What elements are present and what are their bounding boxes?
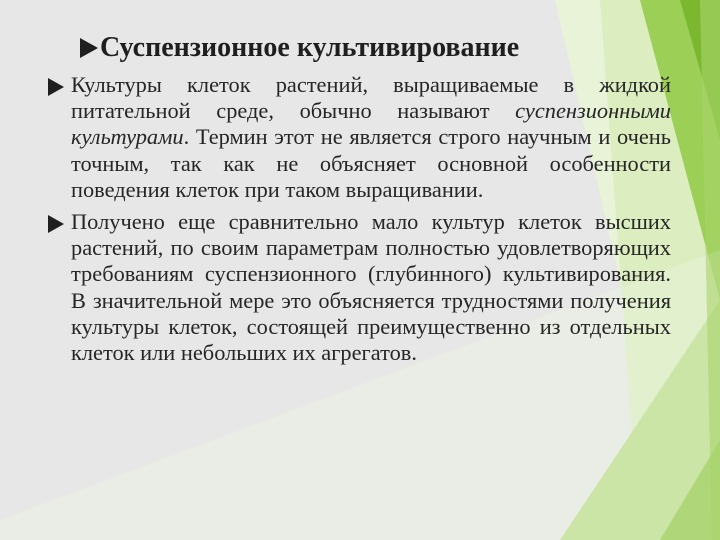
paragraph-text-before: Культуры клеток растений, выращиваемые в жидкой питательной среде, обычно называют (71, 72, 671, 124)
paragraph-text-after: . Термин этот не является строго научным и очень точным, так как не объясняет основной особенности поведения клеток при таком выращивании. (71, 124, 671, 202)
paragraph-1 (48, 72, 672, 203)
triangle-bullet-icon (48, 215, 64, 233)
paragraph-emphasis: суспензионными культурами (71, 98, 671, 150)
triangle-bullet-icon (80, 38, 98, 58)
title-row (80, 30, 519, 66)
slide-title: Суспензионное культивирование (100, 32, 520, 63)
paragraph-text-before: Получено еще сравнительно мало культур клеток высших растений, по своим параметрам полностью удовлетворяющих требованиям суспензионного (глубинного) культивирования. В значительной мере это объясняется трудностями получения культуры клеток, состоящей преимущественно из отдельных клеток или небольших их агрегатов. (71, 209, 671, 366)
paragraph-text (71, 209, 671, 366)
paragraph-text (71, 72, 671, 203)
paragraph-2 (48, 209, 672, 366)
content (48, 72, 672, 372)
triangle-bullet-icon (48, 78, 64, 96)
